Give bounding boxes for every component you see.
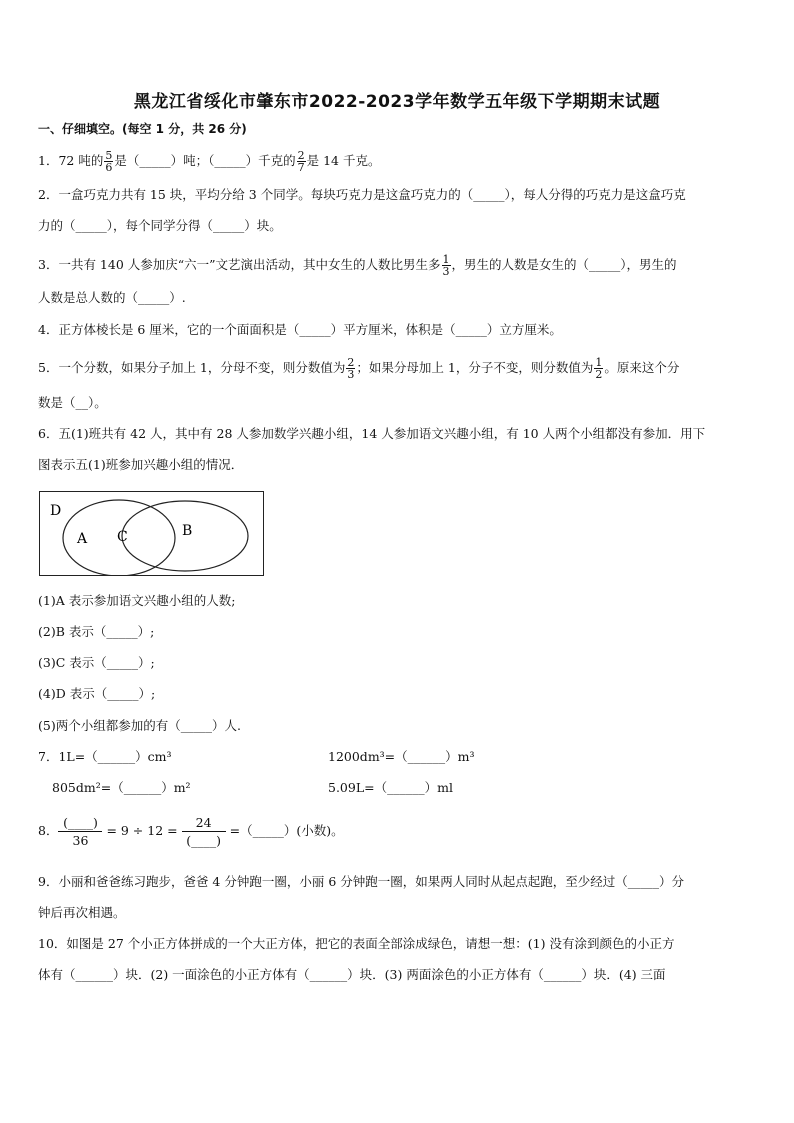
fraction [594, 357, 603, 380]
fraction [58, 814, 102, 849]
question-10-line-2: 体有（______）块．(2) 一面涂色的小正方体有（______）块．(3) 两面涂色的小正方体有（______）块．(4) 三面 [38, 967, 666, 982]
section-heading: 一、仔细填空。(每空 1 分，共 26 分) [38, 122, 247, 136]
denominator: 36 [72, 833, 89, 848]
question-2-line-2: 力的（_____），每个同学分得（_____）块。 [38, 218, 282, 233]
question-9-line-2: 钟后再次相遇。 [38, 905, 126, 920]
page-title: 黑龙江省绥化市肇东市2022-2023学年数学五年级下学期期末试题 [133, 92, 661, 112]
question-1 [38, 150, 380, 173]
denominator: 6 [105, 161, 113, 174]
question-8 [38, 814, 344, 849]
venn-label-b: B [182, 523, 193, 539]
fraction [442, 254, 451, 277]
numerator: (____) [58, 814, 102, 832]
q5-text-c: 。原来这个分 [604, 360, 680, 375]
venn-frame [40, 492, 264, 576]
question-5-line-2: 数是（__）。 [38, 395, 107, 410]
q5-text-a: 5．一个分数，如果分子加上 1，分母不变，则分数值为 [38, 360, 346, 375]
question-9-line-1: 9．小丽和爸爸练习跑步，爸爸 4 分钟跑一圈，小丽 6 分钟跑一圈，如果两人同时从起点起跑，至少经过（_____）分 [38, 874, 685, 889]
denominator: 3 [442, 265, 450, 278]
q1-text-b: 是（_____）吨；（_____）千克的 [114, 153, 296, 168]
question-3-line-1 [38, 254, 677, 277]
numerator: 1 [595, 356, 603, 369]
denominator: (____) [186, 833, 221, 848]
fraction [104, 150, 113, 173]
question-6-sub-1: (1)A 表示参加语文兴趣小组的人数; [38, 593, 236, 608]
question-7-a: 7．1L=（______）cm³ [38, 749, 172, 764]
denominator: 2 [595, 368, 603, 381]
numerator: 1 [442, 253, 450, 266]
question-6-sub-3: (3)C 表示（_____）; [38, 655, 155, 670]
venn-label-d: D [50, 503, 62, 519]
numerator: 24 [182, 814, 226, 832]
question-6-line-1: 6．五(1)班共有 42 人，其中有 28 人参加数学兴趣小组，14 人参加语文兴趣小组，有 10 人两个小组都没有参加．用下 [38, 426, 706, 441]
question-6-sub-4: (4)D 表示（_____）; [38, 686, 156, 701]
numerator: 5 [105, 149, 113, 162]
question-10-line-1: 10．如图是 27 个小正方体拼成的一个大正方体，把它的表面全部涂成绿色，请想一想：(1) 没有涂到颜色的小正方 [38, 936, 675, 951]
q3-text-a: 3．一共有 140 人参加庆“六一”文艺演出活动，其中女生的人数比男生多 [38, 257, 441, 272]
question-7-d: 5.09L=（______）ml [328, 780, 453, 795]
venn-label-c: C [117, 529, 128, 545]
venn-diagram [39, 491, 264, 576]
numerator: 2 [347, 356, 355, 369]
q3-text-b: ，男生的人数是女生的（_____），男生的 [451, 257, 677, 272]
denominator: 7 [297, 161, 305, 174]
question-6-sub-2: (2)B 表示（_____）; [38, 624, 155, 639]
q8-prefix: 8． [38, 823, 59, 838]
denominator: 3 [347, 368, 355, 381]
question-2-line-1: 2．一盒巧克力共有 15 块，平均分给 3 个同学。每块巧克力是这盒巧克力的（_____），每人分得的巧克力是这盒巧克 [38, 187, 686, 202]
question-6-line-2: 图表示五(1)班参加兴趣小组的情况． [38, 457, 244, 472]
question-3-line-2: 人数是总人数的（_____）. [38, 290, 186, 305]
question-5-line-1 [38, 357, 679, 380]
numerator: 2 [297, 149, 305, 162]
q8-middle: = 9 ÷ 12 = [106, 823, 178, 838]
fraction [346, 357, 355, 380]
question-4: 4．正方体棱长是 6 厘米，它的一个面面积是（_____）平方厘米，体积是（_____）立方厘米。 [38, 322, 562, 337]
question-6-sub-5: (5)两个小组都参加的有（_____）人. [38, 718, 241, 733]
q5-text-b: ；如果分母加上 1，分子不变，则分数值为 [356, 360, 594, 375]
fraction [297, 150, 306, 173]
q8-suffix: =（_____）(小数)。 [229, 823, 344, 838]
venn-label-a: A [77, 531, 88, 547]
q1-text-a: 1．72 吨的 [38, 153, 104, 168]
question-7-b: 1200dm³=（______）m³ [328, 749, 475, 764]
q1-text-c: 是 14 千克。 [306, 153, 381, 168]
question-7-c: 805dm²=（______）m² [52, 780, 191, 795]
fraction [182, 814, 226, 849]
